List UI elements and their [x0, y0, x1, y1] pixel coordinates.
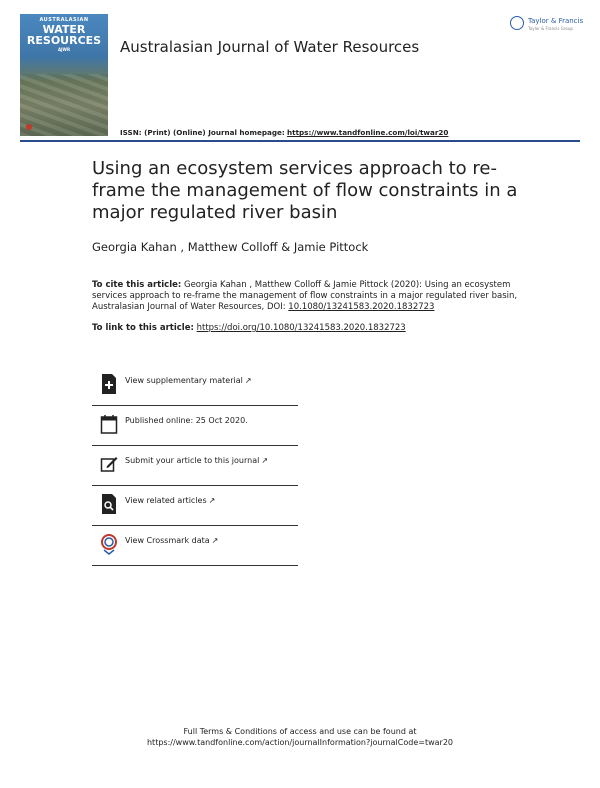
publisher-name: Taylor & Francis — [528, 17, 584, 25]
external-link-icon: ↗ — [244, 376, 252, 385]
plus-document-icon — [100, 373, 118, 395]
published-online-info — [92, 406, 298, 446]
publisher-logo[interactable] — [510, 14, 582, 38]
article-link-label: To link to this article: — [92, 323, 194, 333]
article-title: Using an ecosystem services approach to re-frame the management of flow constraints in a major regulated river basin — [92, 158, 518, 223]
journal-homepage-link[interactable]: https://www.tandfonline.com/loi/twar20 — [287, 128, 449, 137]
publisher-tagline: Taylor & Francis Group — [528, 26, 573, 31]
related-articles-action[interactable] — [92, 486, 298, 526]
terms-text: Full Terms & Conditions of access and use can be found at — [183, 727, 417, 736]
article-actions — [92, 366, 298, 566]
related-articles-label: View related articles — [125, 496, 207, 505]
header-divider — [20, 140, 580, 142]
issn-prefix: ISSN: (Print) (Online) Journal homepage: — [120, 128, 285, 137]
published-online-date: Published online: 25 Oct 2020. — [125, 416, 248, 425]
cover-title-line2: WATER — [42, 23, 86, 36]
terms-url[interactable]: https://www.tandfonline.com/action/journalInformation?journalCode=twar20 — [146, 738, 453, 747]
external-link-icon: ↗ — [261, 456, 269, 465]
external-link-icon: ↗ — [208, 496, 216, 505]
cover-publisher-dot — [26, 124, 32, 130]
publisher-logo-icon — [510, 16, 524, 30]
article-link-line — [92, 323, 406, 333]
article-authors[interactable]: Georgia Kahan , Matthew Colloff & Jamie Pittock — [92, 240, 369, 254]
cover-title-line4: AJWR — [57, 47, 71, 52]
cover-title-line3: RESOURCES — [26, 34, 102, 47]
crossmark-label: View Crossmark data — [125, 536, 210, 545]
supplementary-material-label: View supplementary material — [125, 376, 243, 385]
edit-icon — [100, 453, 118, 475]
external-link-icon: ↗ — [211, 536, 219, 545]
calendar-icon — [100, 413, 118, 435]
citation-block — [92, 280, 522, 313]
journal-cover-image — [20, 14, 108, 136]
crossmark-action[interactable] — [92, 526, 298, 566]
citation-text: Georgia Kahan , Matthew Colloff & Jamie Pittock (2020): Using an ecosystem services approach to re-frame the management of flow constraints in a major regulated river basin, Australasian Journal of Water Resources, DOI: — [92, 280, 518, 312]
terms-footer — [0, 726, 600, 748]
submit-article-label: Submit your article to this journal — [125, 456, 260, 465]
citation-label: To cite this article: — [92, 280, 182, 290]
search-document-icon — [100, 493, 118, 515]
crossmark-icon — [100, 533, 118, 555]
cover-flood-photo — [20, 74, 108, 136]
submit-article-action[interactable] — [92, 446, 298, 486]
cover-title-line1: AUSTRALASIAN — [39, 17, 89, 23]
supplementary-material-action[interactable] — [92, 366, 298, 406]
doi-link[interactable]: 10.1080/13241583.2020.1832723 — [288, 302, 435, 312]
issn-line — [120, 128, 448, 137]
journal-name[interactable]: Australasian Journal of Water Resources — [120, 38, 420, 56]
cover-title — [24, 18, 104, 52]
article-link-url[interactable]: https://doi.org/10.1080/13241583.2020.1832723 — [196, 323, 406, 333]
